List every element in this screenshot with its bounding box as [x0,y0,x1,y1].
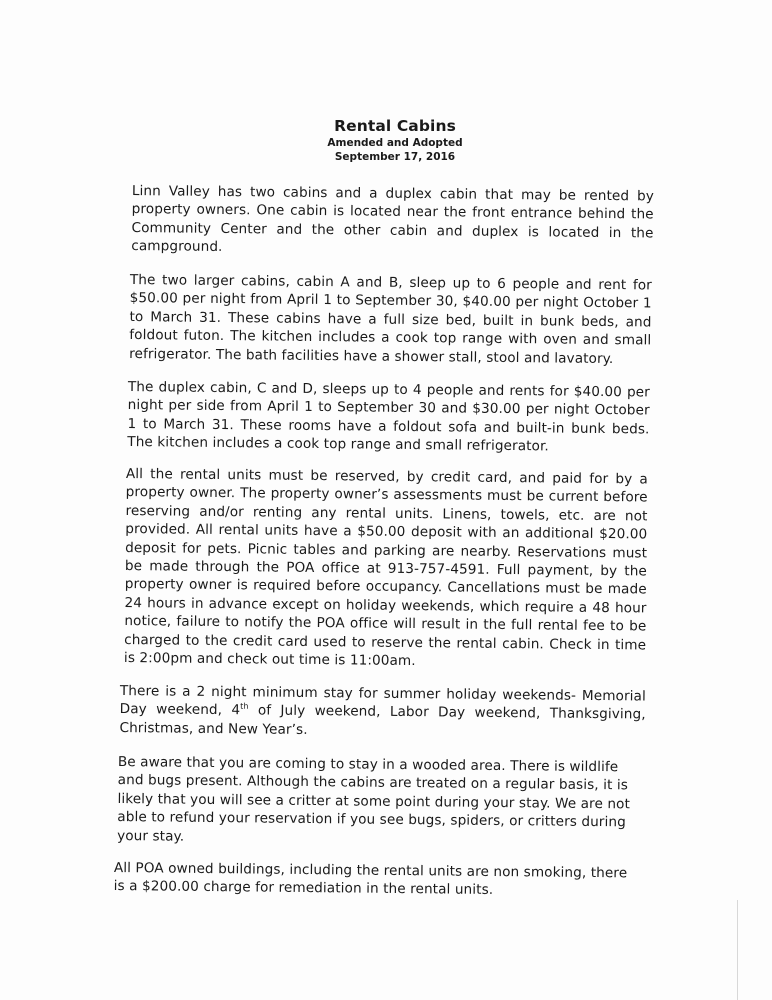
paragraph-minimum-stay [119,682,646,743]
paragraph-reservations: All the rental units must be reserved, by credit card, and paid for by a property owner. The property owner’s assessments must be current before reserving and/or renting any rental units. Linens, towels, etc. are not provided. All rental units have a $50.00 deposit with an additional $20.00 deposit for pets. Picnic tables and parking are nearby. Reservations must be made through the POA office at 913-757-4591. Full payment, by the property owner is required before occupancy. Cancellations must be made 24 hours in advance except on holiday weekends, which require a 48 hour notice, failure to notify the POA office will result in the full rental fee to be charged to the credit card used to reserve the rental cabin. Check in time is 2:00pm and check out time is 11:00am. [123,465,648,670]
paragraph-non-smoking: All POA owned buildings, including the rental units are non smoking, there is a $200.00 charge for remediation in the rental units. [113,859,628,899]
document-header [0,116,772,164]
document-date: September 17, 2016 [334,151,456,163]
minimum-stay-text-start: There is a 2 night minimum stay for summer holiday weekends- Memorial Day weekend, 4 [119,682,646,719]
ordinal-superscript: th [240,702,249,712]
paragraph-intro: Linn Valley has two cabins and a duplex cabin that may be rented by property owners. One cabin is located near the front entrance behind the Community Center and the other cabin and duplex is located in the campground. [131,182,654,256]
paragraph-wildlife: Be aware that you are coming to stay in a wooded area. There is wildlife and bugs present. Although the cabins are treated on a regular basis, it is likely that you will see a critter at some point during your stay. We are not able to refund your reservation if you see bugs, spiders, or critters during your stay. [117,753,631,845]
document-title: Rental Cabins [334,117,456,135]
paragraph-cabins-a-b: The two larger cabins, cabin A and B, sleep up to 6 people and rent for $50.00 per night from April 1 to September 30, $40.00 per night October 1 to March 31. These cabins have a full size bed, built in bunk beds, and foldout futon. The kitchen includes a cook top range with oven and small refrigerator. The bath facilities have a shower stall, stool and lavatory. [129,271,652,367]
paragraph-duplex-c-d: The duplex cabin, C and D, sleeps up to 4 people and rents for $40.00 per night per side from April 1 to September 30 and $30.00 per night October 1 to March 31. These rooms have a foldout sofa and built-in bunk beds. The kitchen includes a cook top range and small refrigerator. [127,378,650,455]
scan-edge-line [737,900,738,1000]
minimum-stay-text-end: of July weekend, Labor Day weekend, Thanksgiving, Christmas, and New Year’s. [119,702,646,738]
document-subtitle-amended: Amended and Adopted [327,137,463,149]
